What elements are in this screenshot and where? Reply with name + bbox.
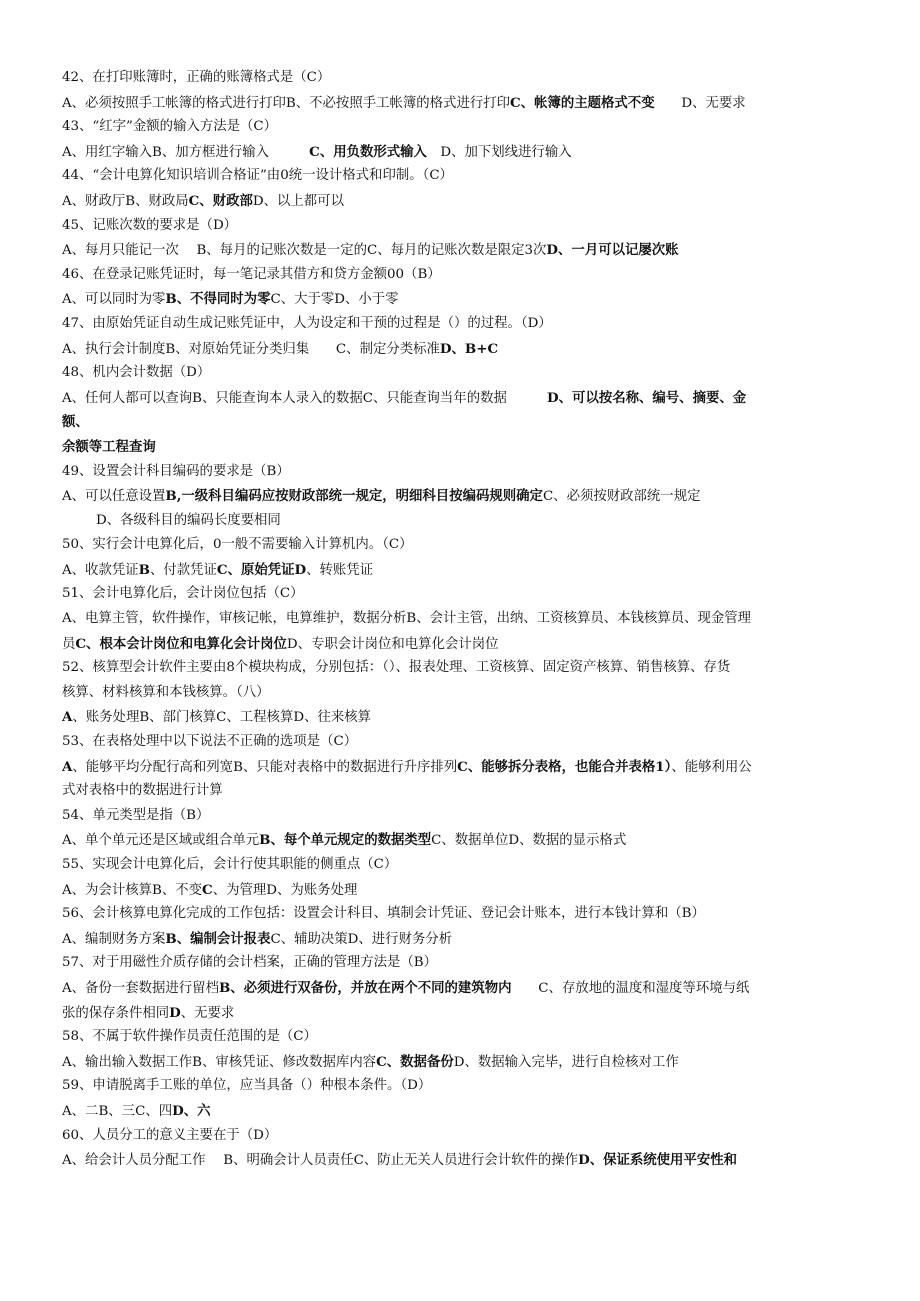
text-segment: A、电算主管，软件操作，审核记帐，电算维护，数据分析B、会计主管，出纳、工资核算员、本钱核算员、现金管理 (62, 611, 752, 627)
text-line (62, 386, 862, 411)
text-segment: 44、“会计电算化知识培训合格证”由0统一设计格式和印制。（C） (62, 168, 453, 184)
text-line (62, 681, 862, 706)
text-line (62, 1124, 862, 1149)
text-segment: 、付款凭证 (149, 562, 217, 578)
bold-answer-text: D (294, 561, 307, 578)
text-segment: A、必须按照手工帐簿的格式进行打印B、不必按照手工帐簿的格式进行打印 (62, 95, 511, 111)
text-line (62, 484, 862, 509)
bold-answer-text: D、六 (172, 1102, 211, 1119)
document-page (62, 66, 862, 1173)
text-line (62, 189, 862, 214)
text-segment: C、大于零D、小于零 (270, 292, 399, 308)
text-segment: A、每月只能记一次 B、每月的记账次数是一定的C、每月的记账次数是限定3次 (62, 243, 547, 259)
text-segment: 、转账凭证 (306, 562, 374, 578)
bold-answer-text: B、不得同时为零 (165, 291, 271, 308)
bold-answer-text: C、能够拆分表格，也能合并表格1） (457, 758, 672, 775)
text-segment: A、给会计人员分配工作 B、明确会计人员责任C、防止无关人员进行会计软件的操作 (62, 1153, 579, 1169)
text-segment: 47、由原始凭证自动生成记账凭证中，人为设定和干预的过程是（）的过程。（D） (62, 315, 552, 331)
text-segment: 张的保存条件相同 (62, 1005, 170, 1021)
text-line (62, 853, 862, 878)
text-line (62, 632, 862, 657)
text-line (62, 828, 862, 853)
bold-answer-text: D (169, 1004, 181, 1021)
text-line (62, 730, 862, 755)
text-segment: 49、设置会计科目编码的要求是（B） (62, 463, 290, 479)
text-line (62, 91, 862, 116)
text-line (62, 66, 862, 91)
text-line (62, 1074, 862, 1099)
bold-answer-text: B,一级科目编码应按财政部统一规定，明细科目按编码规则确定 (165, 488, 543, 505)
text-segment: D、各级科目的编码长度要相同 (96, 512, 281, 528)
bold-answer-text: C、根本会计岗位和电算化会计岗位 (75, 635, 287, 652)
text-line (62, 238, 862, 263)
text-line (62, 410, 862, 435)
text-line (62, 1001, 862, 1026)
text-line (62, 164, 862, 189)
text-segment: C、存放地的温度和湿度等环境与纸 (511, 980, 750, 996)
text-segment: 57、对于用磁性介质存储的会计档案，正确的管理方法是（B） (62, 955, 438, 971)
text-segment: C、辅助决策D、进行财务分析 (270, 931, 453, 947)
text-segment: A、单个单元还是区域或组合单元 (62, 833, 260, 849)
text-segment: 46、在登录记账凭证时，每一笔记录其借方和贷方金额00（B） (62, 266, 441, 282)
bold-answer-text: B (138, 561, 150, 578)
text-line (62, 312, 862, 337)
text-line (62, 1148, 862, 1173)
bold-answer-text: 余额等工程查询 (62, 438, 156, 455)
bold-answer-text: C、财政部 (188, 192, 253, 209)
text-line (62, 115, 862, 140)
text-line (62, 902, 862, 927)
bold-answer-text: D、B+C (439, 340, 499, 357)
text-segment: A、可以任意设置 (62, 489, 166, 505)
text-segment: 45、记账次数的要求是（D） (62, 217, 238, 233)
text-segment: A、执行会计制度B、对原始凭证分类归集 C、制定分类标准 (62, 341, 440, 357)
text-segment: 51、会计电算化后，会计岗位包括（C） (62, 586, 304, 602)
bold-answer-text: D、一月可以记屡次账 (546, 242, 679, 259)
bold-answer-text: A (62, 758, 73, 775)
text-line (62, 755, 862, 780)
text-segment: A、可以同时为零 (62, 292, 166, 308)
bold-answer-text: B、每个单元规定的数据类型 (259, 832, 432, 849)
text-line (62, 582, 862, 607)
text-segment: 、账务处理B、部门核算C、工程核算D、往来核算 (72, 710, 372, 726)
text-segment: A、财政厅B、财政局 (62, 193, 189, 209)
text-segment: 53、在表格处理中以下说法不正确的选项是（C） (62, 734, 358, 750)
text-line (62, 1099, 862, 1124)
text-segment: D、数据输入完毕，进行自检核对工作 (453, 1054, 679, 1070)
text-segment: A、用红字输入B、加方框进行输入 (62, 144, 310, 160)
text-line (62, 533, 862, 558)
text-line (62, 1025, 862, 1050)
text-segment: 员 (62, 636, 76, 652)
text-segment: A、备份一套数据进行留档 (62, 980, 219, 996)
text-segment: 50、实行会计电算化后，0一般不需要输入计算机内。（C） (62, 537, 413, 553)
bold-answer-text: D、保证系统使用平安性和 (578, 1152, 737, 1169)
text-segment: 52、核算型会计软件主要由8个模块构成，分别包括：（）、报表处理、工资核算、固定资产核算、销售核算、存货 (62, 660, 731, 676)
text-segment: A、任何人都可以查询B、只能查询本人录入的数据C、只能查询当年的数据 (62, 390, 548, 406)
text-line (62, 705, 862, 730)
text-segment: 核算、材料核算和本钱核算。（八） (62, 684, 270, 700)
text-segment: 43、“红字”金额的输入方法是（C） (62, 119, 278, 135)
text-segment: C、必须按财政部统一规定 (542, 489, 701, 505)
text-line (62, 779, 862, 804)
text-line (62, 976, 862, 1001)
bold-answer-text: D、可以按名称、编号、摘要、金 (547, 389, 747, 406)
text-segment: 60、人员分工的意义主要在于（D） (62, 1127, 278, 1143)
text-line (62, 878, 862, 903)
text-line (62, 361, 862, 386)
text-segment: A、输出输入数据工作B、审核凭证、修改数据库内容 (62, 1054, 377, 1070)
text-segment: D、以上都可以 (252, 193, 344, 209)
bold-answer-text: C、数据备份 (376, 1053, 454, 1070)
text-line (62, 460, 862, 485)
bold-answer-text: 额、 (62, 414, 89, 431)
text-segment: 42、在打印账簿时，正确的账簿格式是（C） (62, 70, 331, 85)
text-line (62, 656, 862, 681)
text-line (62, 558, 862, 583)
text-segment: 式对表格中的数据进行计算 (62, 783, 223, 799)
bold-answer-text: C (202, 881, 213, 898)
text-segment: 56、会计核算电算化完成的工作包括：设置会计科目、填制会计凭证、登记会计账本，进行本钱计算和（B） (62, 906, 705, 922)
text-segment: 、能够利用公 (671, 759, 752, 775)
text-line (62, 214, 862, 239)
text-line (62, 1050, 862, 1075)
text-line (62, 927, 862, 952)
text-line (62, 263, 862, 288)
text-segment: 48、机内会计数据（D） (62, 365, 211, 381)
text-line (62, 804, 862, 829)
text-segment: A、编制财务方案 (62, 931, 166, 947)
text-line (62, 140, 862, 165)
bold-answer-text: C、用负数形式输入 (309, 143, 427, 160)
text-line (62, 607, 862, 632)
text-segment: 55、实现会计电算化后，会计行使其职能的侧重点（C） (62, 857, 398, 872)
text-line (62, 951, 862, 976)
text-segment: A、为会计核算B、不变 (62, 882, 203, 898)
text-line (62, 287, 862, 312)
bold-answer-text: B、编制会计报表 (165, 930, 271, 947)
text-segment: A、收款凭证 (62, 562, 139, 578)
text-segment: 、为管理D、为账务处理 (212, 882, 358, 898)
bold-answer-text: C、原始凭证 (216, 561, 295, 578)
text-segment: C、数据单位D、数据的显示格式 (431, 833, 627, 849)
bold-answer-text: C、帐簿的主题格式不变 (510, 94, 655, 111)
text-segment: 54、单元类型是指（B） (62, 807, 210, 823)
text-segment: A、二B、三C、四 (62, 1103, 173, 1119)
text-segment: D、加下划线进行输入 (426, 144, 572, 160)
text-segment: D、无要求 (654, 95, 746, 111)
text-segment: 、能够平均分配行高和列宽B、只能对表格中的数据进行升序排列 (72, 759, 458, 775)
text-line (62, 435, 862, 460)
bold-answer-text: B、必须进行双备份，并放在两个不同的建筑物内 (218, 979, 512, 996)
bold-answer-text: A (62, 709, 73, 726)
text-line (62, 509, 862, 534)
text-segment: D、专职会计岗位和电算化会计岗位 (286, 636, 499, 652)
text-segment: 59、申请脱离手工账的单位，应当具备（）种根本条件。（D） (62, 1078, 432, 1094)
text-segment: 58、不属于软件操作员责任范围的是（C） (62, 1029, 317, 1045)
text-segment: 、无要求 (180, 1005, 235, 1021)
text-line (62, 337, 862, 362)
